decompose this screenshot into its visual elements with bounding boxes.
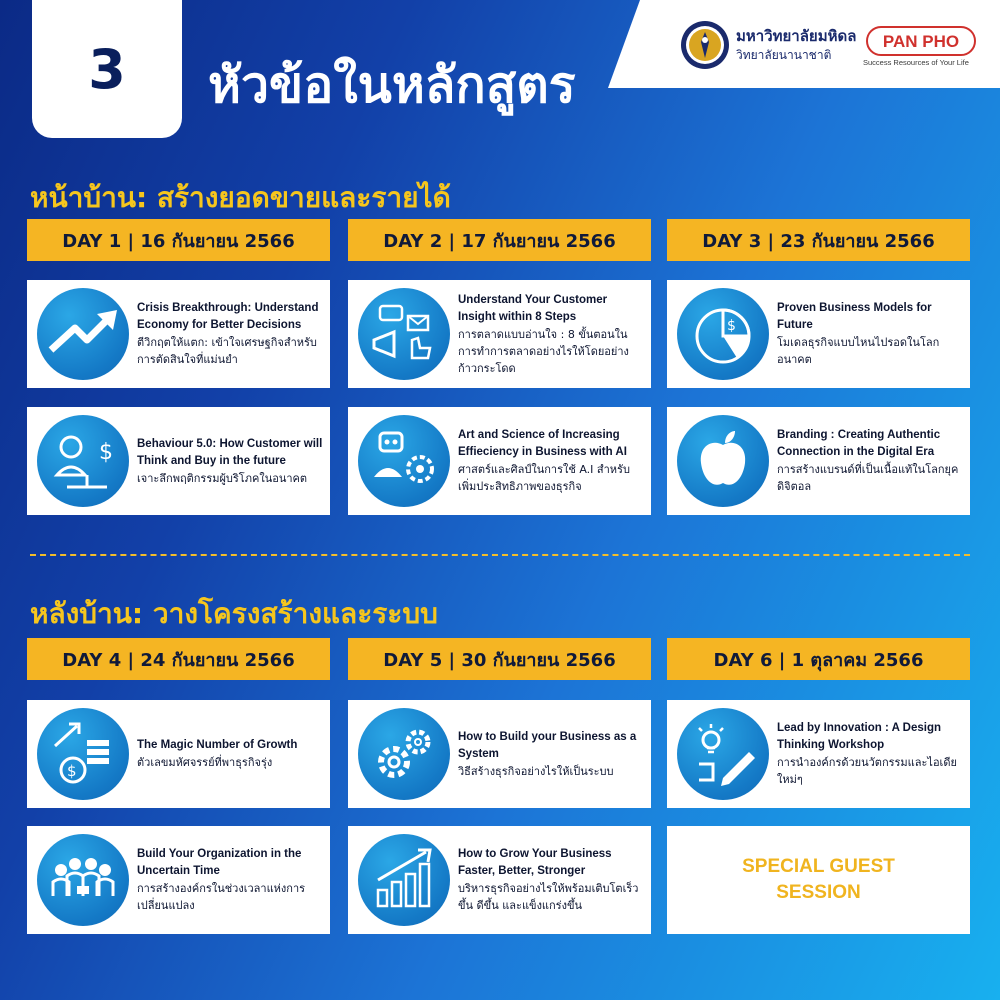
session-description: ตีวิกฤตให้แตก: เข้าใจเศรษฐกิจสำหรับการตัดสินใจที่แม่นยำ — [137, 336, 317, 366]
svg-text:$: $ — [727, 318, 736, 334]
svg-text:$: $ — [99, 440, 113, 465]
session-card — [27, 280, 330, 388]
session-title: Behaviour 5.0: How Customer will Think and Buy in the future — [137, 437, 323, 467]
customer-scale-icon — [37, 415, 129, 507]
session-title: Branding : Creating Authentic Connection in the Digital Era — [777, 429, 941, 458]
team-icon — [37, 834, 129, 926]
day4-label: DAY 4 | 24 กันยายน 2566 — [27, 638, 330, 680]
session-card — [667, 700, 970, 808]
college-name: วิทยาลัยนานาชาติ — [736, 48, 832, 62]
partner-tagline: Success Resources of Your Life — [863, 58, 969, 67]
session-description: โมเดลธุรกิจแบบไหนไปรอดในโลกอนาคต — [777, 336, 940, 366]
session-card — [348, 407, 651, 515]
panpho-logo — [866, 26, 976, 56]
session-description: ตัวเลขมหัศจรรย์ที่พาธุรกิจรุ่ง — [137, 756, 273, 769]
session-card — [348, 826, 651, 934]
partner-logo-text: PAN PHO — [882, 32, 960, 51]
session-title: Understand Your Customer Insight within 8 Steps — [458, 293, 608, 323]
session-description: บริหารธุรกิจอย่างไรให้พร้อมเติบโตเร็วขึ้น ดีขึ้น และแข็งแกร่งขึ้น — [458, 882, 639, 912]
session-card — [27, 407, 330, 515]
session-title: Build Your Organization in the Uncertain Time — [137, 848, 302, 877]
session-title: How to Build your Business as a System — [458, 730, 637, 760]
day3-label: DAY 3 | 23 กันยายน 2566 — [667, 219, 970, 261]
session-description: การสร้างองค์กรในช่วงเวลาแห่งการเปลี่ยนแปลง — [137, 882, 306, 912]
front-section-title: หน้าบ้าน: สร้างยอดขายและรายได้ — [30, 181, 451, 214]
bar-growth-icon — [358, 834, 450, 926]
section-divider — [30, 554, 970, 556]
pie-chart-icon — [677, 288, 769, 380]
lightbulb-pencil-icon — [677, 708, 769, 800]
section-number-badge: 3 — [32, 0, 182, 138]
session-title: Proven Business Models for Future — [777, 302, 932, 331]
robot-gear-icon — [358, 415, 450, 507]
session-card — [667, 407, 970, 515]
page-title: หัวข้อในหลักสูตร — [208, 56, 576, 114]
gears-icon — [358, 708, 450, 800]
special-guest-card — [667, 826, 970, 934]
svg-text:$: $ — [67, 762, 77, 780]
day2-label: DAY 2 | 17 กันยายน 2566 — [348, 219, 651, 261]
session-description: เจาะลึกพฤติกรรมผู้บริโภคในอนาคต — [137, 471, 308, 485]
money-stack-icon — [37, 708, 129, 800]
session-description: วิธีสร้างธุรกิจอย่างไรให้เป็นระบบ — [458, 764, 614, 778]
session-card — [667, 280, 970, 388]
mahidol-seal-logo — [680, 20, 730, 70]
megaphone-icon — [358, 288, 450, 380]
day5-label: DAY 5 | 30 กันยายน 2566 — [348, 638, 651, 680]
session-card — [27, 700, 330, 808]
back-section-title: หลังบ้าน: วางโครงสร้างและระบบ — [30, 597, 438, 630]
university-name: มหาวิทยาลัยมหิดล — [736, 27, 857, 45]
session-description: การตลาดแบบอ่านใจ : 8 ขั้นตอนในการทำการตลาดอย่างไรให้โดยอย่างก้าวกระโดด — [458, 327, 629, 375]
session-description: การสร้างแบรนด์ที่เป็นเนื้อแท้ในโลกยุคดิจิตอล — [777, 463, 959, 493]
session-title: Lead by Innovation : A Design Thinking Workshop — [777, 722, 941, 751]
day1-label: DAY 1 | 16 กันยายน 2566 — [27, 219, 330, 261]
session-description: ศาสตร์และศิลป์ในการใช้ A.I สำหรับเพิ่มประสิทธิภาพของธุรกิจ — [458, 463, 630, 493]
day6-label: DAY 6 | 1 ตุลาคม 2566 — [667, 638, 970, 680]
special-guest-text: SPECIAL GUEST SESSION — [742, 856, 895, 903]
session-title: The Magic Number of Growth — [137, 739, 298, 751]
apple-icon — [677, 415, 769, 507]
session-description: การนำองค์กรด้วยนวัตกรรมและไอเดียใหม่ๆ — [777, 756, 957, 786]
session-title: How to Grow Your Business Faster, Better, Stronger — [458, 848, 612, 877]
session-title: Crisis Breakthrough: Understand Economy for Better Decisions — [137, 302, 319, 331]
growth-arrow-icon — [37, 288, 129, 380]
session-card — [27, 826, 330, 934]
session-card — [348, 700, 651, 808]
session-card — [348, 280, 651, 388]
session-title: Art and Science of Increasing Effieciency in Business with AI — [458, 429, 627, 458]
